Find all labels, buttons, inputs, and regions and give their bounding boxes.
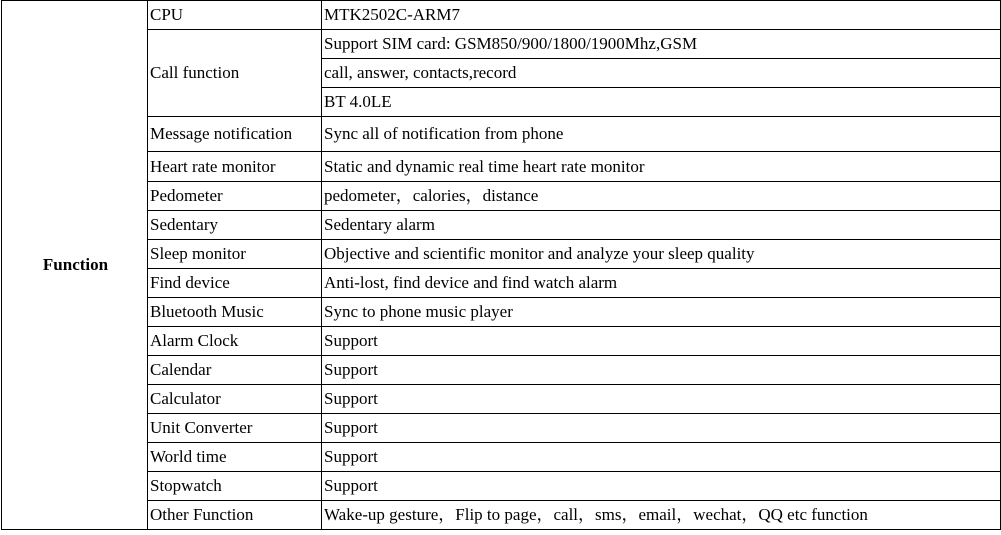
table-row — [2, 385, 1001, 414]
table-row — [2, 30, 1001, 59]
feature-label: Stopwatch — [148, 472, 322, 501]
feature-label: CPU — [148, 1, 322, 30]
feature-label: Pedometer — [148, 182, 322, 211]
table-row — [2, 211, 1001, 240]
feature-value: BT 4.0LE — [322, 88, 1001, 117]
feature-label: Sedentary — [148, 211, 322, 240]
table-row — [2, 501, 1001, 530]
feature-label: Bluetooth Music — [148, 298, 322, 327]
feature-label: Sleep monitor — [148, 240, 322, 269]
table-row — [2, 298, 1001, 327]
feature-value: Support — [322, 385, 1001, 414]
feature-value: Sync to phone music player — [322, 298, 1001, 327]
section-label: Function — [2, 1, 148, 530]
table-row — [2, 443, 1001, 472]
feature-label: World time — [148, 443, 322, 472]
table-row — [2, 152, 1001, 182]
table-row — [2, 414, 1001, 443]
feature-value: Support — [322, 414, 1001, 443]
feature-label: Calendar — [148, 356, 322, 385]
table-row — [2, 356, 1001, 385]
feature-label: Call function — [148, 30, 322, 117]
feature-label: Other Function — [148, 501, 322, 530]
table-row — [2, 240, 1001, 269]
feature-value: Static and dynamic real time heart rate monitor — [322, 152, 1001, 182]
table-row — [2, 327, 1001, 356]
feature-value: MTK2502C-ARM7 — [322, 1, 1001, 30]
feature-value: Support SIM card: GSM850/900/1800/1900Mhz,GSM — [322, 30, 1001, 59]
feature-value: Support — [322, 356, 1001, 385]
feature-value: Sedentary alarm — [322, 211, 1001, 240]
feature-label: Heart rate monitor — [148, 152, 322, 182]
feature-value: Wake-up gesture，Flip to page，call，sms，email，wechat，QQ etc function — [322, 501, 1001, 530]
table-row — [2, 182, 1001, 211]
feature-value: Support — [322, 443, 1001, 472]
feature-value: call, answer, contacts,record — [322, 59, 1001, 88]
feature-value: Support — [322, 472, 1001, 501]
feature-value: Objective and scientific monitor and analyze your sleep quality — [322, 240, 1001, 269]
table-row — [2, 117, 1001, 152]
table-row — [2, 1, 1001, 30]
feature-label: Find device — [148, 269, 322, 298]
feature-value: Sync all of notification from phone — [322, 117, 1001, 152]
feature-label: Unit Converter — [148, 414, 322, 443]
table-row — [2, 269, 1001, 298]
feature-value: pedometer，calories，distance — [322, 182, 1001, 211]
table-row — [2, 472, 1001, 501]
feature-label: Calculator — [148, 385, 322, 414]
feature-label: Message notification — [148, 117, 322, 152]
function-spec-table — [1, 0, 1001, 530]
feature-value: Support — [322, 327, 1001, 356]
feature-value: Anti-lost, find device and find watch alarm — [322, 269, 1001, 298]
feature-label: Alarm Clock — [148, 327, 322, 356]
